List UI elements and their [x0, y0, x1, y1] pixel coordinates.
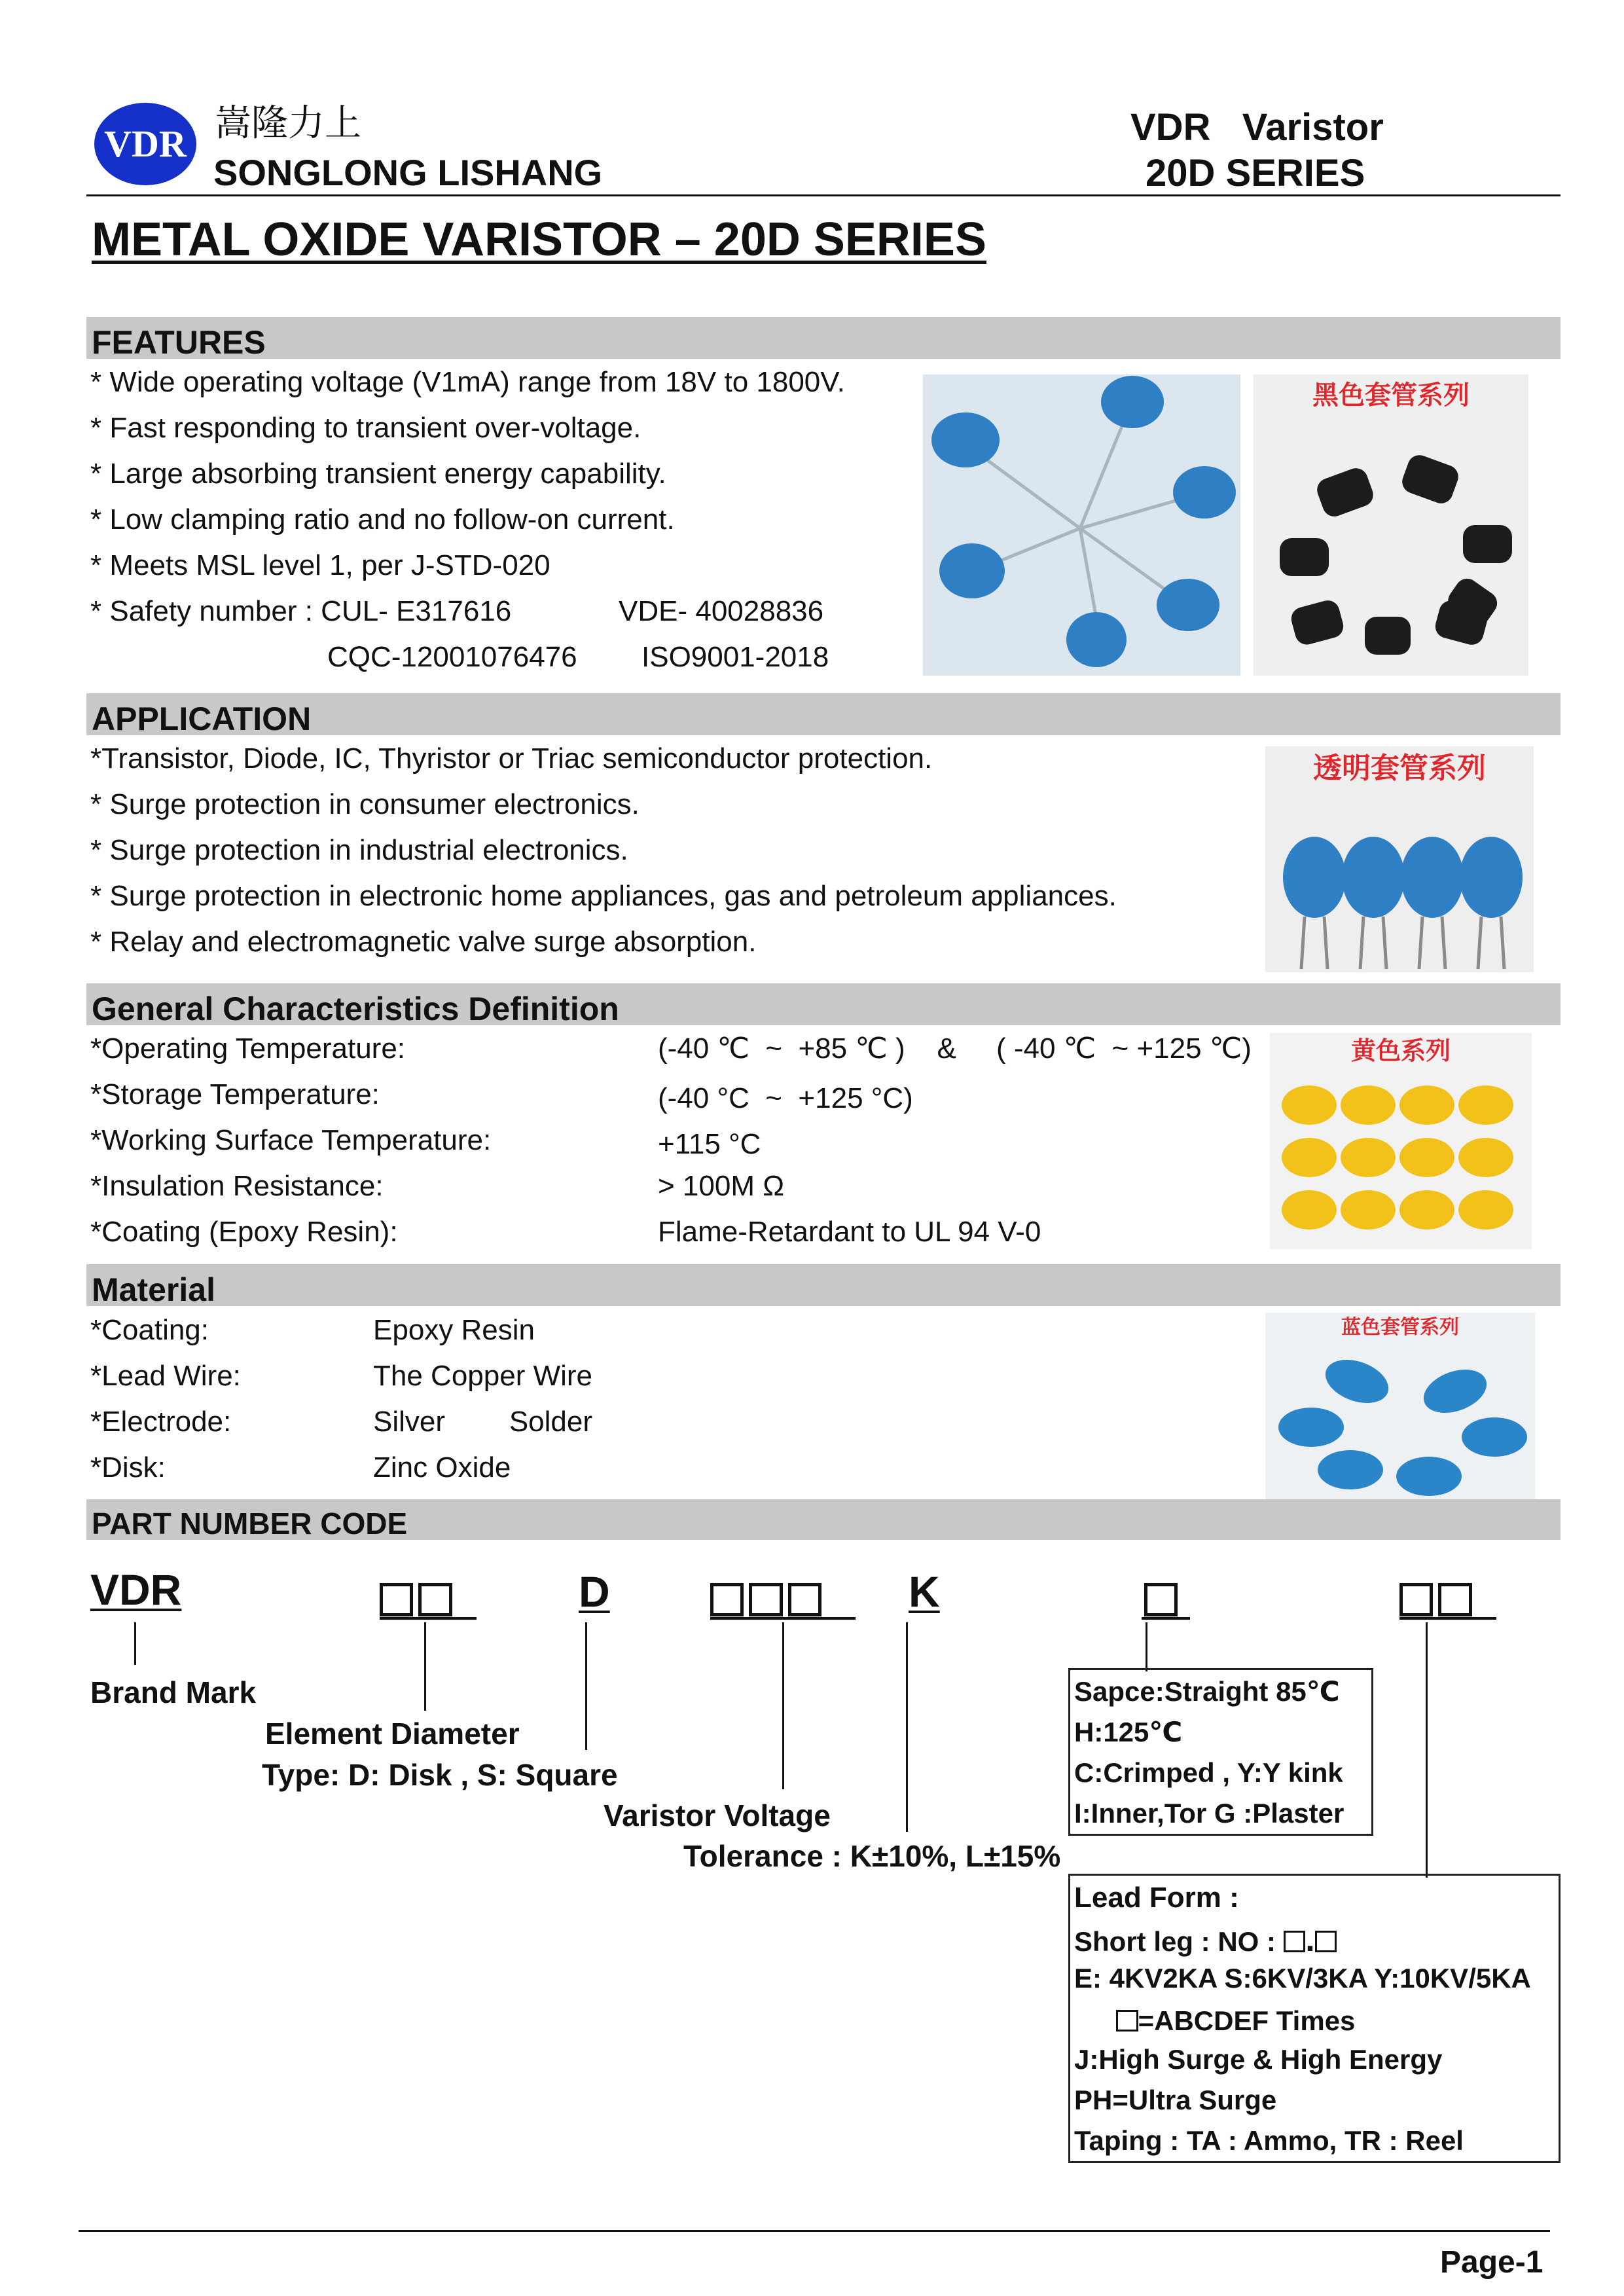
vdr-logo — [93, 101, 198, 187]
leader-diameter — [424, 1622, 426, 1711]
label-tolerance: Tolerance : K±10%, L±15% — [683, 1839, 1061, 1873]
caption-black-series: 黑色套管系列 — [1312, 380, 1470, 410]
lead-space-box — [1068, 1668, 1373, 1836]
general-value: (-40 °C ~ +125 °C) — [658, 1082, 913, 1114]
product-line-1: VDR Varistor — [1130, 106, 1384, 149]
lead-space-line: C:Crimped , Y:Y kink — [1074, 1757, 1343, 1788]
lead-form-title: Lead Form : — [1074, 1882, 1239, 1914]
lead-space-line: Sapce:Straight 85℃ — [1074, 1676, 1340, 1707]
photo-black-sleeve-series — [1254, 374, 1528, 676]
material-label: *Disk: — [90, 1451, 166, 1484]
company-name-en: SONGLONG LISHANG — [213, 152, 603, 193]
safety-vde: VDE- 40028836 — [619, 595, 824, 627]
feature-item: * Low clamping ratio and no follow-on current. — [90, 503, 675, 536]
header-rule — [86, 194, 1561, 196]
lead-form-box — [1068, 1874, 1561, 2163]
code-d: D — [579, 1567, 610, 1616]
material-label: *Lead Wire: — [90, 1360, 241, 1392]
caption-transparent-series: 透明套管系列 — [1313, 752, 1486, 785]
general-label: *Coating (Epoxy Resin): — [90, 1216, 398, 1248]
company-name-cn: 嵩隆力上 — [215, 102, 361, 143]
code-k: K — [909, 1567, 940, 1616]
times-line: =ABCDEF Times — [1116, 2005, 1355, 2037]
section-header-application: APPLICATION — [86, 693, 1561, 735]
lead-space-line: I:Inner,Tor G :Plaster — [1074, 1798, 1344, 1829]
general-value: Flame-Retardant to UL 94 V-0 — [658, 1216, 1041, 1248]
lead-space-line: H:125℃ — [1074, 1717, 1183, 1747]
code-lead-underline — [1142, 1617, 1190, 1620]
photo-yellow-series — [1270, 1033, 1532, 1249]
material-label: *Electrode: — [90, 1406, 232, 1438]
label-type: Type: D: Disk , S: Square — [262, 1758, 618, 1792]
caption-yellow-series: 黄色系列 — [1350, 1036, 1451, 1065]
caption-blue-sleeve-series: 蓝色套管系列 — [1341, 1316, 1459, 1339]
label-varistor-voltage: Varistor Voltage — [604, 1798, 831, 1832]
material-value: Zinc Oxide — [373, 1451, 511, 1484]
product-line-2: 20D SERIES — [1146, 152, 1365, 194]
photo-blue-sleeve-series — [1265, 1313, 1535, 1499]
feature-item: * Wide operating voltage (V1mA) range from 18V to 1800V. — [90, 366, 845, 398]
ultra-surge-line: PH=Ultra Surge — [1074, 2085, 1277, 2115]
material-value: Epoxy Resin — [373, 1314, 535, 1346]
taping-line: Taping : TA : Ammo, TR : Reel — [1074, 2125, 1464, 2156]
application-item: * Relay and electromagnetic valve surge absorption. — [90, 926, 757, 958]
code-voltage-underline — [710, 1617, 856, 1620]
general-value: > 100M Ω — [658, 1170, 785, 1202]
general-label: *Storage Temperature: — [90, 1078, 380, 1110]
leader-option-box — [1426, 1622, 1428, 1878]
general-value: +115 °C — [658, 1128, 761, 1160]
label-element-diameter: Element Diameter — [265, 1717, 520, 1751]
general-label: *Insulation Resistance: — [90, 1170, 384, 1202]
section-header-features: FEATURES — [86, 317, 1561, 359]
safety-number: * Safety number : CUL- E317616 — [90, 595, 512, 627]
section-header-material: Material — [86, 1264, 1561, 1306]
section-header-general: General Characteristics Definition — [86, 983, 1561, 1025]
application-item: * Surge protection in consumer electronics. — [90, 788, 640, 820]
material-value: The Copper Wire — [373, 1360, 593, 1392]
general-label: *Operating Temperature: — [90, 1032, 406, 1065]
photo-transparent-sleeve-series — [1265, 746, 1534, 972]
footer-rule — [79, 2230, 1550, 2232]
page-number: Page-1 — [1440, 2245, 1543, 2280]
high-surge-line: J:High Surge & High Energy — [1074, 2044, 1443, 2075]
code-option-underline — [1399, 1617, 1496, 1620]
leader-voltage — [782, 1622, 784, 1789]
leader-tolerance — [906, 1622, 908, 1832]
general-label: *Working Surface Temperature: — [90, 1124, 492, 1156]
general-value: (-40 ℃ ~ +85 ℃ ) & ( -40 ℃ ~ +125 ℃) — [658, 1032, 1252, 1065]
feature-item: * Fast responding to transient over-voltage. — [90, 412, 641, 444]
leader-brand — [134, 1622, 136, 1665]
material-label: *Coating: — [90, 1314, 209, 1346]
material-value: Silver Solder — [373, 1406, 593, 1438]
logo-text: VDR — [104, 122, 187, 165]
page-title: METAL OXIDE VARISTOR – 20D SERIES — [92, 213, 986, 266]
section-header-part-number: PART NUMBER CODE — [86, 1499, 1561, 1540]
feature-item: * Large absorbing transient energy capability. — [90, 458, 666, 490]
feature-item: * Meets MSL level 1, per J-STD-020 — [90, 549, 550, 581]
application-item: *Transistor, Diode, IC, Thyristor or Triac semiconductor protection. — [90, 742, 933, 774]
leader-type — [585, 1622, 587, 1750]
application-item: * Surge protection in electronic home appliances, gas and petroleum appliances. — [90, 880, 1117, 912]
label-brand-mark: Brand Mark — [90, 1675, 257, 1709]
photo-blue-varistors — [923, 374, 1240, 676]
safety-iso: ISO9001-2018 — [641, 641, 829, 673]
short-leg-line: Short leg : NO : . — [1074, 1920, 1337, 1959]
code-vdr: VDR — [90, 1565, 182, 1614]
code-diameter-underline — [380, 1617, 477, 1620]
leader-lead-box — [1146, 1622, 1147, 1671]
surge-rating-line: E: 4KV2KA S:6KV/3KA Y:10KV/5KA — [1074, 1963, 1531, 1994]
application-item: * Surge protection in industrial electronics. — [90, 834, 628, 866]
safety-cqc: CQC-12001076476 — [327, 641, 577, 673]
